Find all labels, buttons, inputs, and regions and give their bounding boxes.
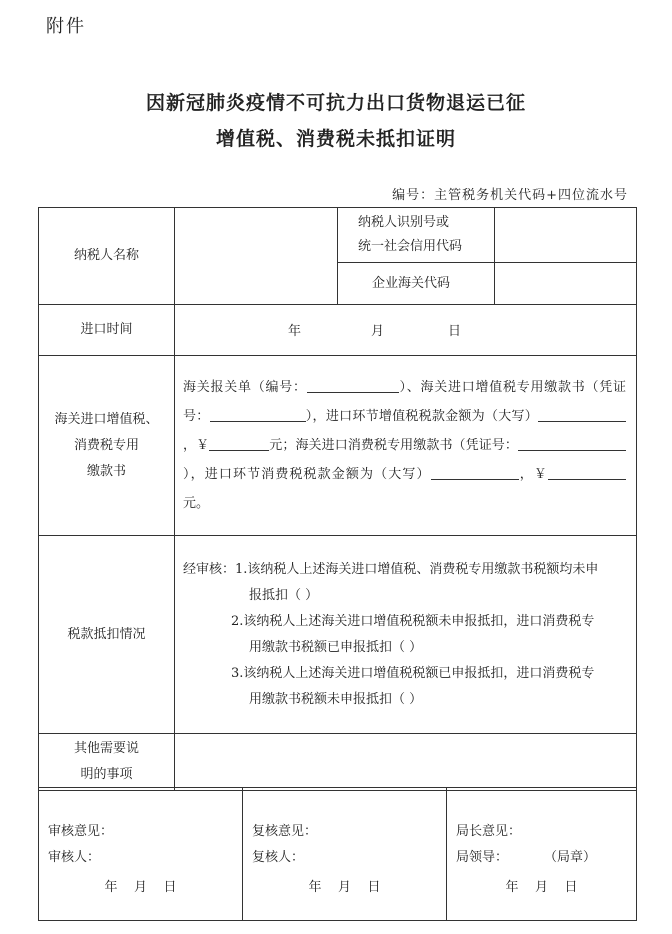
customs-voucher-text: 海关报关单（编号： ）、海关进口增值税专用缴款书（凭证号： ），进口环节增值税税款金额为（大写），￥ 元；海关进口消费税专用缴款书（凭证号：），进口环节消费税税款金额为（大写） ，￥元。 xyxy=(175,356,637,536)
taxpayer-id-field[interactable] xyxy=(495,208,637,263)
vat-voucher-number-blank[interactable] xyxy=(210,407,306,422)
import-time-field[interactable] xyxy=(175,305,637,356)
customs-code-label: 企业海关代码 xyxy=(338,263,495,305)
declaration-number-blank[interactable] xyxy=(307,378,399,393)
director-opinion-label: 局长意见： xyxy=(456,824,522,839)
director-signature-cell[interactable] xyxy=(447,788,637,921)
import-date-year: 年 xyxy=(288,324,302,339)
recheck-opinion-label: 复核意见： xyxy=(252,824,318,839)
review-signature-cell[interactable] xyxy=(39,788,243,921)
customs-voucher-label: 海关进口增值税、 消费税专用 缴款书 xyxy=(39,356,175,536)
certificate-form xyxy=(38,207,637,791)
director-date: 年 月 日 xyxy=(505,880,578,895)
vat-amount-blank[interactable] xyxy=(209,436,269,451)
consumption-voucher-number-blank[interactable] xyxy=(518,436,626,451)
review-date: 年 月 日 xyxy=(104,880,177,895)
reviewer-label: 审核人： xyxy=(48,850,101,865)
review-opinion-label: 审核意见： xyxy=(48,824,114,839)
serial-number-note: 编号：主管税务机关代码+四位流水号 xyxy=(392,188,628,203)
consumption-amount-words-blank[interactable] xyxy=(431,465,519,480)
taxpayer-id-label: 纳税人识别号或 统一社会信用代码 xyxy=(338,208,495,263)
taxpayer-name-label: 纳税人名称 xyxy=(39,208,175,305)
deduction-status-label: 税款抵扣情况 xyxy=(39,536,175,734)
recheck-signature-cell[interactable] xyxy=(243,788,447,921)
deduction-status-text: 经审核：1.该纳税人上述海关进口增值税、消费税专用缴款书税额均未申 报抵扣（ ） 2.该纳税人上述海关进口增值税税额未申报抵扣，进口消费税专 用缴款书税额已申报抵扣（ ） 3.该纳税人上述海关进口增值税税额已申报抵扣，进口消费税专 用缴款书税额未申报抵扣（ ） xyxy=(175,536,637,734)
customs-code-field[interactable] xyxy=(495,263,637,305)
bureau-seal-label: （局章） xyxy=(543,850,596,865)
other-matters-label: 其他需要说 明的事项 xyxy=(39,734,175,791)
taxpayer-name-field[interactable] xyxy=(175,208,338,305)
consumption-amount-blank[interactable] xyxy=(548,465,626,480)
vat-amount-words-blank[interactable] xyxy=(538,407,626,422)
recheck-date: 年 月 日 xyxy=(308,880,381,895)
import-date-month: 月 xyxy=(371,324,385,339)
signature-section xyxy=(38,787,637,921)
import-date-day: 日 xyxy=(448,324,462,339)
attachment-label: 附件 xyxy=(46,16,86,37)
rechecker-label: 复核人： xyxy=(252,850,305,865)
document-title-line2: 增值税、消费税未抵扣证明 xyxy=(215,128,456,150)
other-matters-field[interactable] xyxy=(175,734,637,791)
bureau-leader-label: 局领导： xyxy=(456,850,509,865)
import-time-label: 进口时间 xyxy=(39,305,175,356)
document-title-line1: 因新冠肺炎疫情不可抗力出口货物退运已征 xyxy=(145,92,526,114)
